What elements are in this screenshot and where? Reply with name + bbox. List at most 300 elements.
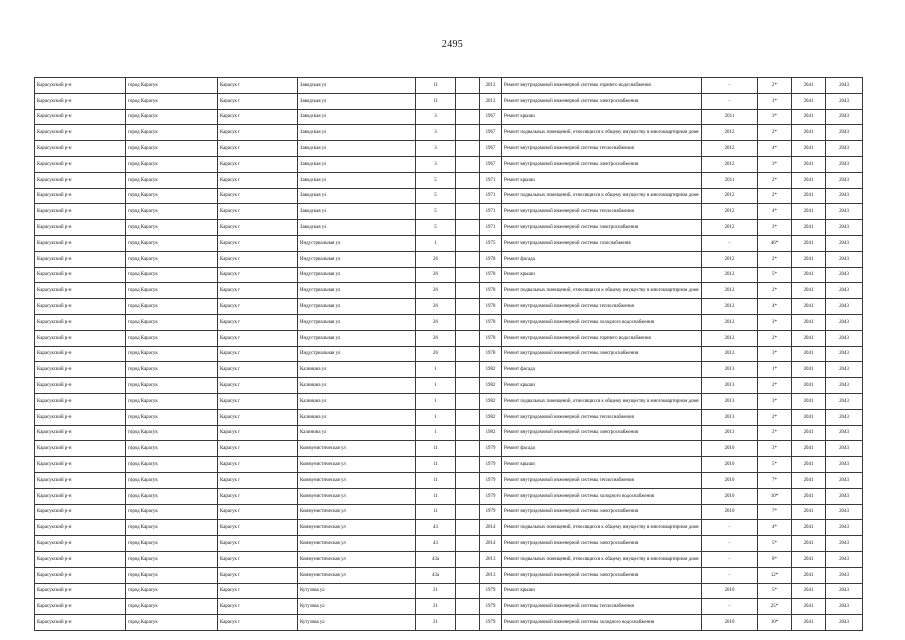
end-year-cell: 2043 [826, 615, 863, 631]
locality-cell: Карасук г [218, 93, 298, 109]
year-built-cell: 2012 [480, 78, 502, 94]
building-cell [456, 172, 480, 188]
district-cell: Карасукский р-н [35, 583, 126, 599]
year-built-cell: 1982 [480, 362, 502, 378]
house-number-cell: 1 [416, 378, 456, 394]
end-year-cell: 2043 [826, 204, 863, 220]
locality-cell: Карасук г [218, 156, 298, 172]
street-cell: Коммунистическая ул [298, 536, 416, 552]
building-cell [456, 378, 480, 394]
table-row [35, 188, 863, 204]
start-year-cell: 2041 [792, 378, 826, 394]
wear-cell: 3* [758, 441, 792, 457]
last-repair-year-cell: 2011 [702, 172, 758, 188]
work-type-cell: Ремонт внутридомовой инженерной системы электроснабжения [502, 156, 702, 172]
start-year-cell: 2041 [792, 362, 826, 378]
house-number-cell: 11 [416, 488, 456, 504]
table-row [35, 583, 863, 599]
wear-cell: 10* [758, 615, 792, 631]
locality-cell: Карасук г [218, 330, 298, 346]
year-built-cell: 1982 [480, 409, 502, 425]
table-row [35, 251, 863, 267]
table-row [35, 78, 863, 94]
locality-cell: Карасук г [218, 425, 298, 441]
wear-cell: 5* [758, 583, 792, 599]
table-row [35, 472, 863, 488]
start-year-cell: 2041 [792, 220, 826, 236]
wear-cell: 8* [758, 551, 792, 567]
house-number-cell: 11 [416, 457, 456, 473]
start-year-cell: 2041 [792, 393, 826, 409]
settlement-cell: город Карасук [126, 78, 218, 94]
locality-cell: Карасук г [218, 599, 298, 615]
wear-cell: 3* [758, 220, 792, 236]
last-repair-year-cell: 2011 [702, 109, 758, 125]
year-built-cell: 1967 [480, 125, 502, 141]
start-year-cell: 2041 [792, 125, 826, 141]
work-type-cell: Ремонт крыши [502, 583, 702, 599]
locality-cell: Карасук г [218, 109, 298, 125]
table-row [35, 615, 863, 631]
building-cell [456, 599, 480, 615]
year-built-cell: 2014 [480, 520, 502, 536]
building-cell [456, 567, 480, 583]
locality-cell: Карасук г [218, 283, 298, 299]
start-year-cell: 2041 [792, 330, 826, 346]
table-row [35, 409, 863, 425]
locality-cell: Карасук г [218, 615, 298, 631]
wear-cell: 46* [758, 235, 792, 251]
start-year-cell: 2041 [792, 457, 826, 473]
last-repair-year-cell: 2012 [702, 346, 758, 362]
settlement-cell: город Карасук [126, 346, 218, 362]
wear-cell: 2* [758, 188, 792, 204]
year-built-cell: 1979 [480, 441, 502, 457]
work-type-cell: Ремонт фасада [502, 441, 702, 457]
street-cell: Заводская ул [298, 156, 416, 172]
district-cell: Карасукский р-н [35, 567, 126, 583]
house-number-cell: 26 [416, 314, 456, 330]
wear-cell: 2* [758, 283, 792, 299]
table-row [35, 125, 863, 141]
start-year-cell: 2041 [792, 283, 826, 299]
table-row [35, 172, 863, 188]
end-year-cell: 2043 [826, 520, 863, 536]
house-number-cell: 11 [416, 78, 456, 94]
street-cell: Коммунистическая ул [298, 488, 416, 504]
start-year-cell: 2041 [792, 267, 826, 283]
building-cell [456, 125, 480, 141]
table-row [35, 520, 863, 536]
house-number-cell: 43а [416, 551, 456, 567]
year-built-cell: 1979 [480, 583, 502, 599]
settlement-cell: город Карасук [126, 393, 218, 409]
last-repair-year-cell: 2012 [702, 283, 758, 299]
last-repair-year-cell: 2013 [702, 425, 758, 441]
wear-cell: 7* [758, 504, 792, 520]
house-number-cell: 26 [416, 299, 456, 315]
district-cell: Карасукский р-н [35, 78, 126, 94]
wear-cell: 12* [758, 567, 792, 583]
district-cell: Карасукский р-н [35, 362, 126, 378]
street-cell: Калинина ул [298, 393, 416, 409]
year-built-cell: 1982 [480, 378, 502, 394]
settlement-cell: город Карасук [126, 251, 218, 267]
end-year-cell: 2043 [826, 472, 863, 488]
year-built-cell: 1975 [480, 235, 502, 251]
start-year-cell: 2041 [792, 536, 826, 552]
table-row [35, 425, 863, 441]
table-row [35, 109, 863, 125]
year-built-cell: 1979 [480, 599, 502, 615]
wear-cell: 2* [758, 330, 792, 346]
start-year-cell: 2041 [792, 551, 826, 567]
settlement-cell: город Карасук [126, 125, 218, 141]
last-repair-year-cell: 2010 [702, 583, 758, 599]
locality-cell: Карасук г [218, 567, 298, 583]
end-year-cell: 2043 [826, 156, 863, 172]
year-built-cell: 1982 [480, 393, 502, 409]
start-year-cell: 2041 [792, 615, 826, 631]
table-row [35, 299, 863, 315]
year-built-cell: 2012 [480, 93, 502, 109]
work-type-cell: Ремонт крыши [502, 267, 702, 283]
building-cell [456, 457, 480, 473]
start-year-cell: 2041 [792, 567, 826, 583]
house-number-cell: 21 [416, 583, 456, 599]
year-built-cell: 1971 [480, 172, 502, 188]
table-row [35, 314, 863, 330]
settlement-cell: город Карасук [126, 172, 218, 188]
end-year-cell: 2043 [826, 567, 863, 583]
table-row [35, 441, 863, 457]
last-repair-year-cell: 2012 [702, 156, 758, 172]
last-repair-year-cell: 2012 [702, 125, 758, 141]
settlement-cell: город Карасук [126, 93, 218, 109]
house-number-cell: 26 [416, 346, 456, 362]
house-number-cell: 26 [416, 283, 456, 299]
start-year-cell: 2041 [792, 109, 826, 125]
last-repair-year-cell: 2010 [702, 472, 758, 488]
street-cell: Индустриальная ул [298, 267, 416, 283]
table-row [35, 267, 863, 283]
building-cell [456, 409, 480, 425]
locality-cell: Карасук г [218, 299, 298, 315]
street-cell: Заводская ул [298, 78, 416, 94]
district-cell: Карасукский р-н [35, 520, 126, 536]
settlement-cell: город Карасук [126, 299, 218, 315]
house-number-cell: 5 [416, 204, 456, 220]
work-type-cell: Ремонт внутридомовой инженерной системы теплоснабжения [502, 141, 702, 157]
end-year-cell: 2043 [826, 109, 863, 125]
building-cell [456, 188, 480, 204]
building-cell [456, 141, 480, 157]
building-cell [456, 235, 480, 251]
house-number-cell: 11 [416, 472, 456, 488]
work-type-cell: Ремонт внутридомовой инженерной системы теплоснабжения [502, 409, 702, 425]
table-row [35, 93, 863, 109]
settlement-cell: город Карасук [126, 188, 218, 204]
street-cell: Коммунистическая ул [298, 441, 416, 457]
table-row [35, 551, 863, 567]
settlement-cell: город Карасук [126, 457, 218, 473]
street-cell: Коммунистическая ул [298, 504, 416, 520]
locality-cell: Карасук г [218, 220, 298, 236]
locality-cell: Карасук г [218, 583, 298, 599]
table-row [35, 283, 863, 299]
wear-cell: 7* [758, 472, 792, 488]
end-year-cell: 2043 [826, 283, 863, 299]
house-number-cell: 26 [416, 330, 456, 346]
end-year-cell: 2043 [826, 362, 863, 378]
building-cell [456, 220, 480, 236]
settlement-cell: город Карасук [126, 567, 218, 583]
settlement-cell: город Карасук [126, 330, 218, 346]
work-type-cell: Ремонт крыши [502, 457, 702, 473]
start-year-cell: 2041 [792, 78, 826, 94]
street-cell: Заводская ул [298, 93, 416, 109]
street-cell: Заводская ул [298, 204, 416, 220]
wear-cell: 5* [758, 267, 792, 283]
start-year-cell: 2041 [792, 172, 826, 188]
locality-cell: Карасук г [218, 314, 298, 330]
table-row [35, 378, 863, 394]
end-year-cell: 2043 [826, 235, 863, 251]
street-cell: Индустриальная ул [298, 235, 416, 251]
last-repair-year-cell: - [702, 520, 758, 536]
building-cell [456, 314, 480, 330]
table-row [35, 488, 863, 504]
table-row [35, 346, 863, 362]
building-cell [456, 425, 480, 441]
year-built-cell: 1971 [480, 204, 502, 220]
locality-cell: Карасук г [218, 172, 298, 188]
wear-cell: 5* [758, 536, 792, 552]
street-cell: Индустриальная ул [298, 251, 416, 267]
work-type-cell: Ремонт внутридомовой инженерной системы электроснабжения [502, 425, 702, 441]
locality-cell: Карасук г [218, 125, 298, 141]
start-year-cell: 2041 [792, 235, 826, 251]
work-type-cell: Ремонт подвальных помещений, относящихся к общему имуществу в многоквартирном доме [502, 520, 702, 536]
wear-cell: 2* [758, 78, 792, 94]
district-cell: Карасукский р-н [35, 299, 126, 315]
year-built-cell: 1971 [480, 220, 502, 236]
street-cell: Индустриальная ул [298, 330, 416, 346]
wear-cell: 2* [758, 378, 792, 394]
settlement-cell: город Карасук [126, 536, 218, 552]
wear-cell: 4* [758, 520, 792, 536]
district-cell: Карасукский р-н [35, 125, 126, 141]
wear-cell: 1* [758, 362, 792, 378]
settlement-cell: город Карасук [126, 520, 218, 536]
end-year-cell: 2043 [826, 220, 863, 236]
wear-cell: 3* [758, 346, 792, 362]
settlement-cell: город Карасук [126, 314, 218, 330]
table-row [35, 504, 863, 520]
district-cell: Карасукский р-н [35, 536, 126, 552]
end-year-cell: 2043 [826, 393, 863, 409]
start-year-cell: 2041 [792, 425, 826, 441]
wear-cell: 3* [758, 93, 792, 109]
work-type-cell: Ремонт внутридомовой инженерной системы газоснабжения [502, 235, 702, 251]
start-year-cell: 2041 [792, 441, 826, 457]
end-year-cell: 2043 [826, 504, 863, 520]
building-cell [456, 299, 480, 315]
last-repair-year-cell: 2010 [702, 441, 758, 457]
locality-cell: Карасук г [218, 551, 298, 567]
table-row [35, 362, 863, 378]
wear-cell: 3* [758, 314, 792, 330]
wear-cell: 5* [758, 457, 792, 473]
house-number-cell: 5 [416, 188, 456, 204]
work-type-cell: Ремонт подвальных помещений, относящихся к общему имуществу в многоквартирном доме [502, 188, 702, 204]
settlement-cell: город Карасук [126, 141, 218, 157]
street-cell: Заводская ул [298, 172, 416, 188]
district-cell: Карасукский р-н [35, 235, 126, 251]
street-cell: Коммунистическая ул [298, 457, 416, 473]
work-type-cell: Ремонт фасада [502, 362, 702, 378]
end-year-cell: 2043 [826, 441, 863, 457]
locality-cell: Карасук г [218, 536, 298, 552]
table-row [35, 457, 863, 473]
end-year-cell: 2043 [826, 409, 863, 425]
settlement-cell: город Карасук [126, 109, 218, 125]
district-cell: Карасукский р-н [35, 204, 126, 220]
settlement-cell: город Карасук [126, 156, 218, 172]
building-cell [456, 204, 480, 220]
table-row [35, 220, 863, 236]
last-repair-year-cell: 2012 [702, 267, 758, 283]
end-year-cell: 2043 [826, 378, 863, 394]
start-year-cell: 2041 [792, 583, 826, 599]
year-built-cell: 2014 [480, 536, 502, 552]
work-type-cell: Ремонт крыши [502, 172, 702, 188]
capital-repair-table [34, 77, 863, 631]
house-number-cell: 1 [416, 393, 456, 409]
last-repair-year-cell: - [702, 599, 758, 615]
wear-cell: 3* [758, 393, 792, 409]
locality-cell: Карасук г [218, 78, 298, 94]
street-cell: Заводская ул [298, 188, 416, 204]
street-cell: Заводская ул [298, 141, 416, 157]
building-cell [456, 441, 480, 457]
start-year-cell: 2041 [792, 141, 826, 157]
district-cell: Карасукский р-н [35, 330, 126, 346]
year-built-cell: 1979 [480, 615, 502, 631]
house-number-cell: 1 [416, 409, 456, 425]
year-built-cell: 1982 [480, 425, 502, 441]
settlement-cell: город Карасук [126, 615, 218, 631]
locality-cell: Карасук г [218, 409, 298, 425]
street-cell: Индустриальная ул [298, 314, 416, 330]
street-cell: Коммунистическая ул [298, 551, 416, 567]
settlement-cell: город Карасук [126, 378, 218, 394]
table-row [35, 235, 863, 251]
locality-cell: Карасук г [218, 472, 298, 488]
street-cell: Калинина ул [298, 425, 416, 441]
locality-cell: Карасук г [218, 378, 298, 394]
start-year-cell: 2041 [792, 504, 826, 520]
last-repair-year-cell: 2012 [702, 188, 758, 204]
district-cell: Карасукский р-н [35, 551, 126, 567]
last-repair-year-cell: 2013 [702, 393, 758, 409]
building-cell [456, 536, 480, 552]
locality-cell: Карасук г [218, 235, 298, 251]
work-type-cell: Ремонт крыши [502, 109, 702, 125]
table-row [35, 536, 863, 552]
house-number-cell: 5 [416, 172, 456, 188]
district-cell: Карасукский р-н [35, 615, 126, 631]
building-cell [456, 362, 480, 378]
district-cell: Карасукский р-н [35, 599, 126, 615]
building-cell [456, 251, 480, 267]
work-type-cell: Ремонт внутридомовой инженерной системы электроснабжения [502, 220, 702, 236]
house-number-cell: 21 [416, 599, 456, 615]
settlement-cell: город Карасук [126, 488, 218, 504]
end-year-cell: 2043 [826, 330, 863, 346]
wear-cell: 2* [758, 409, 792, 425]
district-cell: Карасукский р-н [35, 109, 126, 125]
year-built-cell: 1978 [480, 251, 502, 267]
work-type-cell: Ремонт внутридомовой инженерной системы холодного водоснабжения [502, 615, 702, 631]
house-number-cell: 3 [416, 109, 456, 125]
street-cell: Заводская ул [298, 220, 416, 236]
settlement-cell: город Карасук [126, 441, 218, 457]
settlement-cell: город Карасук [126, 283, 218, 299]
start-year-cell: 2041 [792, 93, 826, 109]
building-cell [456, 615, 480, 631]
street-cell: Калинина ул [298, 409, 416, 425]
year-built-cell: 1971 [480, 188, 502, 204]
settlement-cell: город Карасук [126, 409, 218, 425]
wear-cell: 25* [758, 599, 792, 615]
district-cell: Карасукский р-н [35, 488, 126, 504]
last-repair-year-cell: 2012 [702, 330, 758, 346]
settlement-cell: город Карасук [126, 599, 218, 615]
building-cell [456, 78, 480, 94]
house-number-cell: 26 [416, 251, 456, 267]
locality-cell: Карасук г [218, 204, 298, 220]
table-body [35, 78, 863, 631]
start-year-cell: 2041 [792, 204, 826, 220]
work-type-cell: Ремонт внутридомовой инженерной системы электроснабжения [502, 536, 702, 552]
district-cell: Карасукский р-н [35, 172, 126, 188]
wear-cell: 2* [758, 125, 792, 141]
house-number-cell: 1 [416, 362, 456, 378]
district-cell: Карасукский р-н [35, 393, 126, 409]
district-cell: Карасукский р-н [35, 457, 126, 473]
year-built-cell: 2013 [480, 567, 502, 583]
year-built-cell: 1979 [480, 457, 502, 473]
last-repair-year-cell: - [702, 78, 758, 94]
end-year-cell: 2043 [826, 267, 863, 283]
house-number-cell: 1 [416, 235, 456, 251]
year-built-cell: 1979 [480, 472, 502, 488]
last-repair-year-cell: 2013 [702, 362, 758, 378]
start-year-cell: 2041 [792, 346, 826, 362]
last-repair-year-cell: - [702, 567, 758, 583]
district-cell: Карасукский р-н [35, 93, 126, 109]
settlement-cell: город Карасук [126, 362, 218, 378]
work-type-cell: Ремонт внутридомовой инженерной системы электроснабжения [502, 93, 702, 109]
last-repair-year-cell: 2012 [702, 314, 758, 330]
settlement-cell: город Карасук [126, 204, 218, 220]
wear-cell: 3* [758, 156, 792, 172]
start-year-cell: 2041 [792, 314, 826, 330]
wear-cell: 4* [758, 141, 792, 157]
building-cell [456, 283, 480, 299]
building-cell [456, 393, 480, 409]
